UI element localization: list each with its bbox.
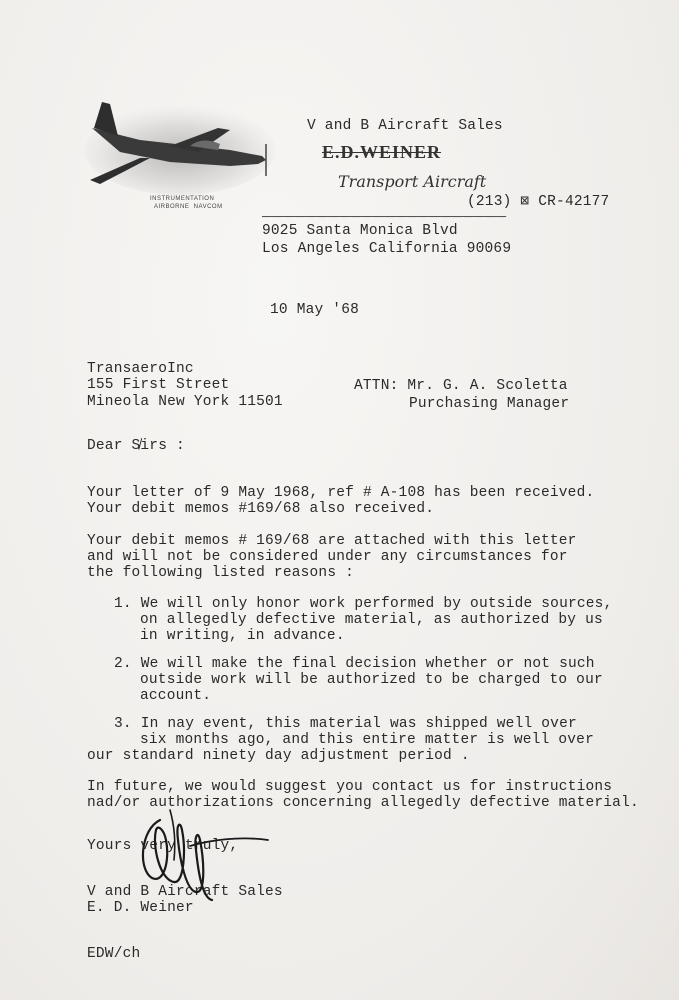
- recipient-line-3: Mineola New York 11501: [87, 394, 283, 410]
- struck-name: E.D.WEINER: [322, 142, 442, 162]
- closing-company: V and B Aircraft Sales: [87, 884, 283, 900]
- handwritten-signature: [130, 800, 270, 910]
- logo-caption-2: AIRBORNE NAVCOM: [154, 204, 223, 210]
- letterhead-company: V and B Aircraft Sales: [307, 118, 503, 134]
- paragraph-2-line-1: Your debit memos # 169/68 are attached with this letter: [87, 533, 577, 549]
- item-2-line-2: outside work will be authorized to be charged to our: [140, 672, 603, 688]
- airplane-logo: [80, 88, 280, 208]
- attn-line: ATTN: Mr. G. A. Scoletta: [354, 378, 568, 394]
- item-1-line-2: on allegedly defective material, as authorized by us: [140, 612, 603, 628]
- item-3-line-1: 3. In nay event, this material was shipped well over: [114, 716, 577, 732]
- letter-date: 10 May '68: [270, 302, 360, 318]
- recipient-line-1: TransaeroInc: [87, 361, 194, 377]
- paragraph-1-line-2: Your debit memos #169/68 also received.: [87, 501, 435, 517]
- closing-name: E. D. Weiner: [87, 900, 194, 916]
- valediction: Yours very truly,: [87, 838, 239, 854]
- letterhead-tagline: Transport Aircraft: [338, 172, 487, 191]
- paragraph-1-line-1: Your letter of 9 May 1968, ref # A-108 has been received.: [87, 485, 595, 501]
- item-2-line-1: 2. We will make the final decision whether or not such: [114, 656, 595, 672]
- item-3-line-3: our standard ninety day adjustment period .: [87, 748, 470, 764]
- item-1-line-3: in writing, in advance.: [140, 628, 345, 644]
- paragraph-3-line-1: In future, we would suggest you contact us for instructions: [87, 779, 613, 795]
- letterhead-phone: (213) ⊠ CR-42177: [467, 194, 610, 210]
- item-1-line-1: 1. We will only honor work performed by outside sources,: [114, 596, 613, 612]
- item-3-line-2: six months ago, and this entire matter is well over: [140, 732, 594, 748]
- item-2-line-3: account.: [140, 688, 212, 704]
- address-line-2: Los Angeles California 90069: [262, 241, 512, 257]
- attn-title: Purchasing Manager: [409, 396, 570, 412]
- paragraph-3-line-2: nad/or authorizations concerning allegedly defective material.: [87, 795, 639, 811]
- recipient-line-2: 155 First Street: [87, 377, 230, 393]
- salutation: Dear S̸irs :: [87, 438, 185, 454]
- typist-initials: EDW/ch: [87, 946, 141, 962]
- paragraph-2-line-3: the following listed reasons :: [87, 565, 355, 581]
- logo-caption-1: INSTRUMENTATION: [150, 196, 215, 202]
- address-line-1: 9025 Santa Monica Blvd: [262, 223, 458, 239]
- paragraph-2-line-2: and will not be considered under any circumstances for: [87, 549, 568, 565]
- old-address-struck: — — — — — — — — — — — — — — — — — — — — — —: [262, 212, 507, 221]
